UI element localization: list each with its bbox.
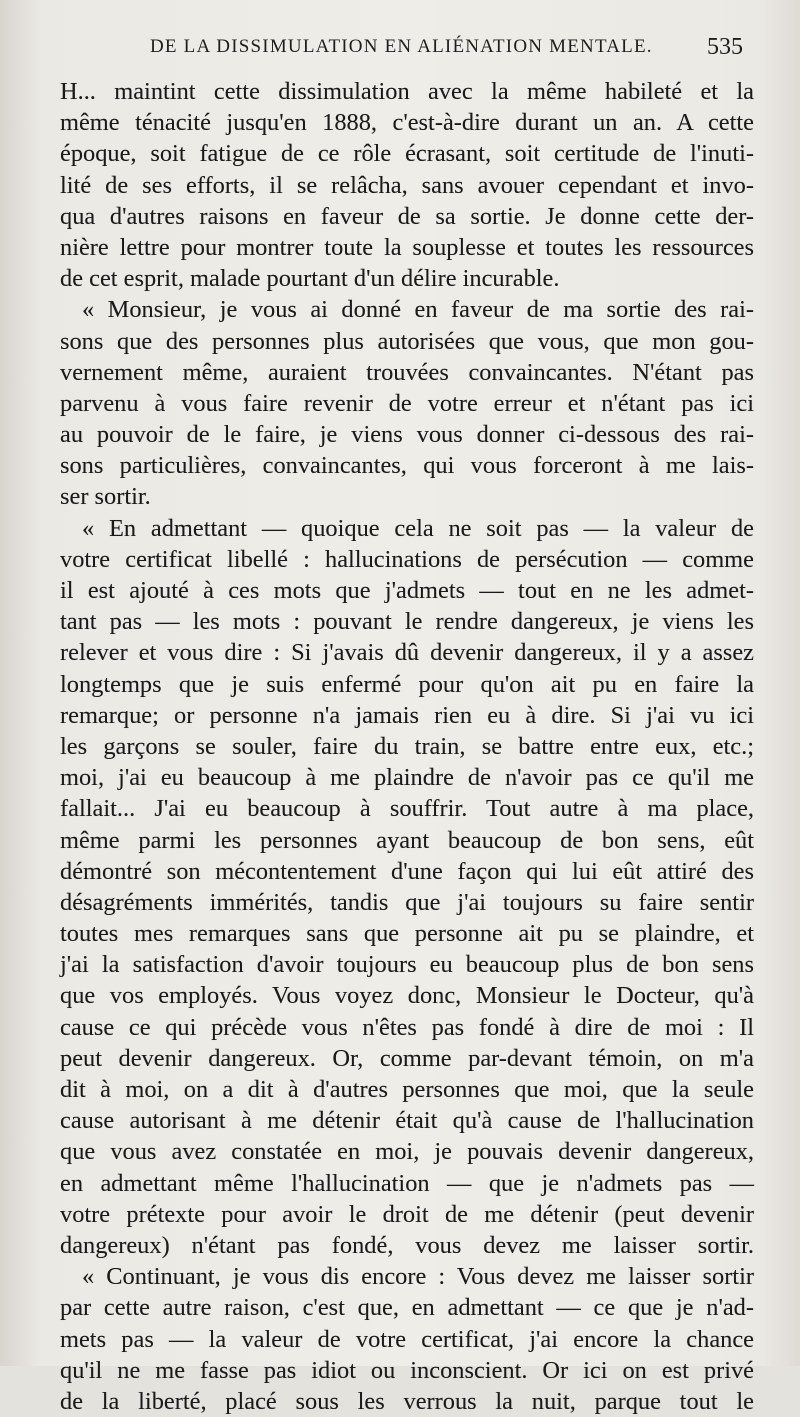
text-line: dangereux) n'étant pas fondé, vous devez me laisser sortir. <box>60 1231 754 1259</box>
text-line: que vos employés. Vous voyez donc, Monsieur le Docteur, qu'à <box>60 982 754 1010</box>
text-line: vernement même, auraient trouvées convaincantes. N'étant pas <box>60 358 754 386</box>
text-line: qu'il ne me fasse pas idiot ou inconscient. Or ici on est privé <box>60 1356 754 1384</box>
text-line: désagréments immérités, tandis que j'ai toujours su faire sentir <box>60 888 754 916</box>
text-line: il est ajouté à ces mots que j'admets — tout en ne les admet- <box>60 577 754 604</box>
text-line: en admettant même l'hallucination — que je n'admets pas — <box>60 1169 754 1197</box>
text-line: nière lettre pour montrer toute la souplesse et toutes les ressources <box>60 233 754 261</box>
text-line: sons particulières, convaincantes, qui vous forceront à me lais- <box>60 452 754 480</box>
text-line: démontré son mécontentement d'une façon qui lui eût attiré des <box>60 857 754 885</box>
text-line: tant pas — les mots : pouvant le rendre dangereux, je viens les <box>60 608 754 636</box>
page-number: 535 <box>707 34 743 60</box>
text-line: moi, j'ai eu beaucoup à me plaindre de n'avoir pas ce qu'il me <box>60 764 754 792</box>
text-line: votre prétexte pour avoir le droit de me détenir (peut devenir <box>60 1200 754 1228</box>
text-line: H... maintint cette dissimulation avec la même habileté et la <box>60 78 754 105</box>
text-line: votre certificat libellé : hallucinations de persécution — comme <box>60 545 754 573</box>
text-line: peut devenir dangereux. Or, comme par-devant témoin, on m'a <box>60 1044 754 1072</box>
text-line: sons que des personnes plus autorisées que vous, que mon gou- <box>60 327 754 355</box>
text-line: cause autorisant à me détenir était qu'à cause de l'hallucination <box>60 1107 754 1135</box>
text-line: remarque; or personne n'a jamais rien eu à dire. Si j'ai vu ici <box>60 701 754 729</box>
text-line: parvenu à vous faire revenir de votre erreur et n'étant pas ici <box>60 389 754 417</box>
text-line: que vous avez constatée en moi, je pouvais devenir dangereux, <box>60 1138 754 1166</box>
text-line: de la liberté, placé sous les verrous la nuit, parque tout le <box>60 1387 754 1415</box>
running-title: DE LA DISSIMULATION EN ALIÉNATION MENTALE. <box>150 36 653 57</box>
text-line: qua d'autres raisons en faveur de sa sortie. Je donne cette der- <box>60 202 754 230</box>
text-line: toutes mes remarques sans que personne ait pu se plaindre, et <box>60 920 754 948</box>
text-line: au pouvoir de le faire, je viens vous donner ci-dessous des rai- <box>60 421 754 449</box>
text-line: dit à moi, on a dit à d'autres personnes que moi, que la seule <box>60 1076 754 1103</box>
text-line: cause ce qui précède vous n'êtes pas fondé à dire de moi : Il <box>60 1013 754 1041</box>
text-line: « En admettant — quoique cela ne soit pas — la valeur de <box>82 514 754 542</box>
text-line: « Continuant, je vous dis encore : Vous devez me laisser sortir <box>82 1263 754 1291</box>
text-line: de cet esprit, malade pourtant d'un délire incurable. <box>60 265 560 293</box>
text-line: par cette autre raison, c'est que, en admettant — ce que je n'ad- <box>60 1294 754 1322</box>
text-line: même parmi les personnes ayant beaucoup de bon sens, eût <box>60 826 754 854</box>
text-line: j'ai la satisfaction d'avoir toujours eu beaucoup plus de bon sens <box>60 951 754 979</box>
text-line: fallait... J'ai eu beaucoup à souffrir. Tout autre à ma place, <box>60 795 754 823</box>
text-line: époque, soit fatigue de ce rôle écrasant, soit certitude de l'inuti- <box>60 140 754 168</box>
text-line: mets pas — la valeur de votre certificat, j'ai encore la chance <box>60 1325 754 1353</box>
text-line: « Monsieur, je vous ai donné en faveur de ma sortie des rai- <box>82 296 754 324</box>
text-line: même ténacité jusqu'en 1888, c'est-à-dire durant un an. A cette <box>60 109 754 137</box>
body-text <box>60 76 754 1417</box>
text-line: relever et vous dire : Si j'avais dû devenir dangereux, il y a assez <box>60 639 754 667</box>
text-line: longtemps que je suis enfermé pour qu'on ait pu en faire la <box>60 670 754 698</box>
text-line: lité de ses efforts, il se relâcha, sans avouer cependant et invo- <box>60 171 754 199</box>
text-line: les garçons se souler, faire du train, se battre entre eux, etc.; <box>60 732 754 760</box>
text-line: ser sortir. <box>60 483 151 511</box>
